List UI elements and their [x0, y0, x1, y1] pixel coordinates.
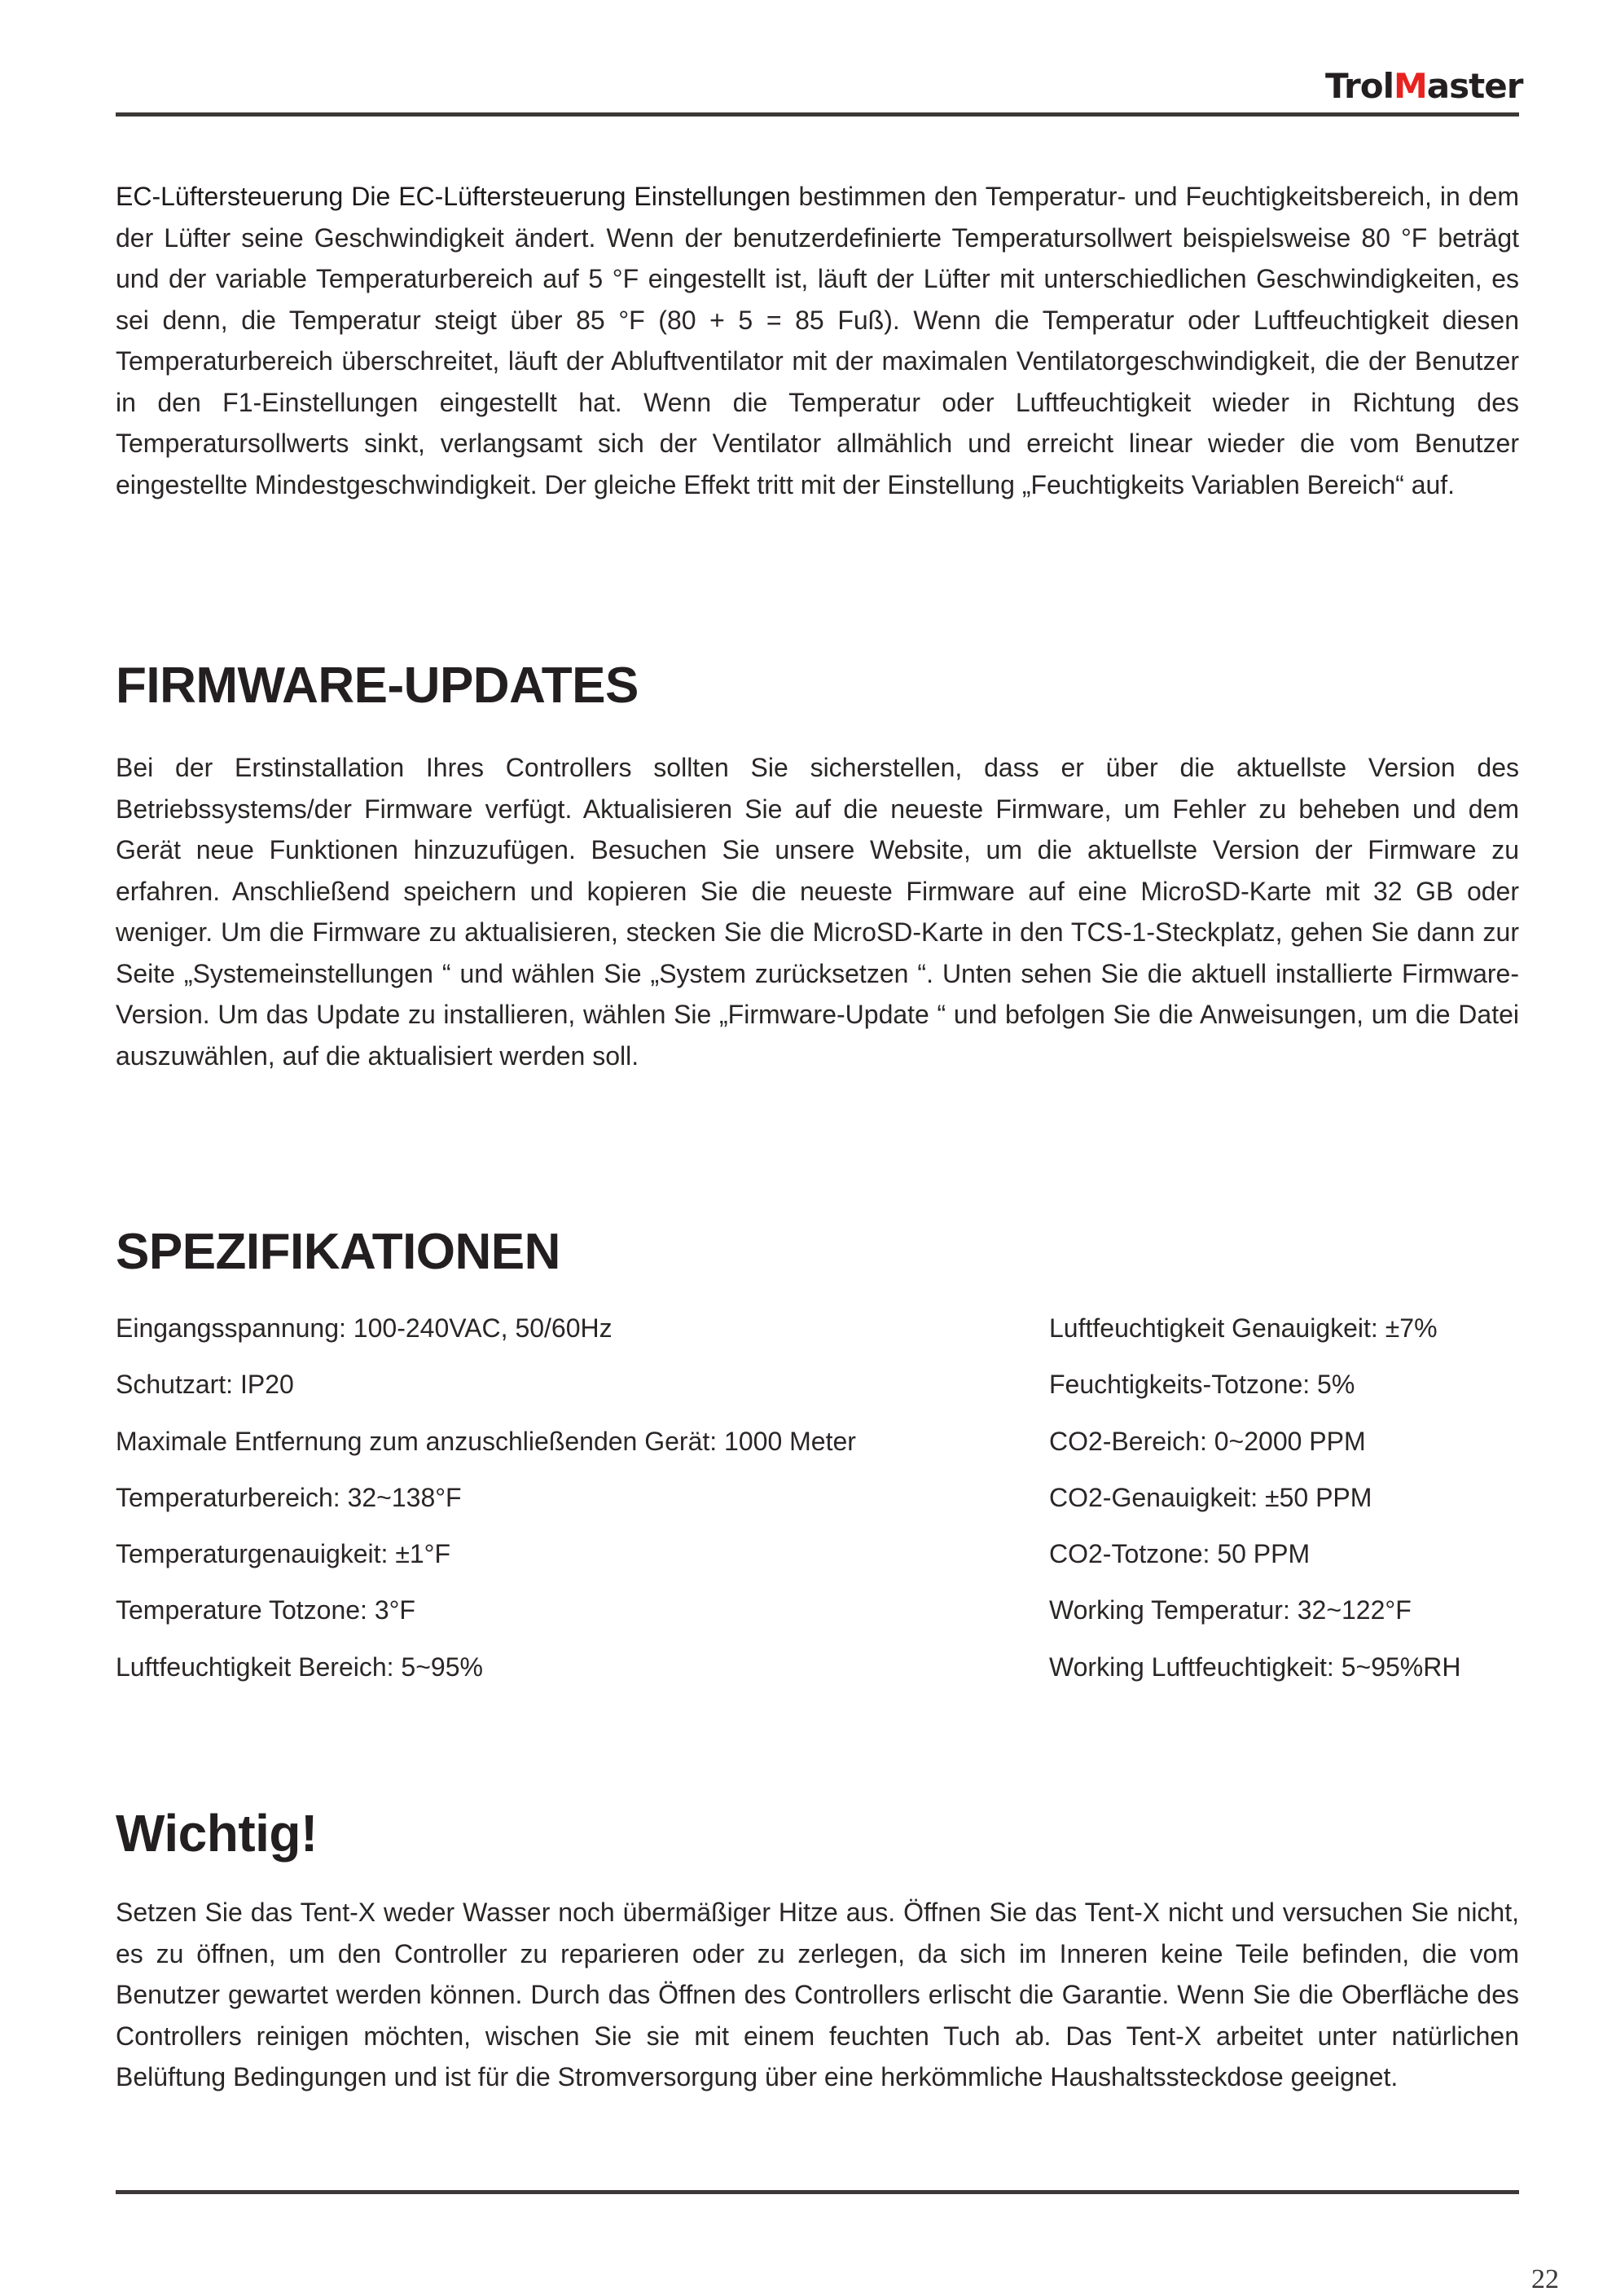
spec-item: Luftfeuchtigkeit Genauigkeit: ±7%	[1049, 1313, 1438, 1343]
specs-heading: SPEZIFIKATIONEN	[116, 1224, 560, 1280]
spec-item: Feuchtigkeits-Totzone: 5%	[1049, 1370, 1355, 1400]
spec-item: CO2-Totzone: 50 PPM	[1049, 1539, 1311, 1569]
spec-item: CO2-Bereich: 0~2000 PPM	[1049, 1426, 1366, 1456]
important-paragraph: Setzen Sie das Tent-X weder Wasser noch übermäßiger Hitze aus. Öffnen Sie das Tent-X nicht und versuchen Sie nicht, es zu öffnen, um den Controller zu reparieren oder zu zerlegen, da sich im Inneren keine Teile befinden, die vom Benutzer gewartet werden können. Durch das Öffnen des Controllers erlischt die Garantie. Wenn Sie die Oberfläche des Controllers reinigen möchten, wischen Sie sie mit einem feuchten Tuch ab. Das Tent-X arbeitet unter natürlichen Belüftung Bedingungen und ist für die Stromversorgung über eine herkömmliche Haushaltssteckdose geeignet.	[116, 1898, 1519, 2091]
logo-text-aster: aster	[1426, 66, 1523, 106]
spec-item: Temperature Totzone: 3°F	[116, 1595, 415, 1625]
firmware-paragraph: Bei der Erstinstallation Ihres Controllers sollten Sie sicherstellen, dass er über die aktuellste Version des Betriebssystems/der Firmware verfügt. Aktualisieren Sie auf die neueste Firmware, um Fehler zu beheben und dem Gerät neue Funktionen hinzuzufügen. Besuchen Sie unsere Website, um die aktuellste Version der Firmware zu erfahren. Anschließend speichern und kopieren Sie die neueste Firmware auf eine MicroSD-Karte mit 32 GB oder weniger. Um die Firmware zu aktualisieren, stecken Sie die MicroSD-Karte in den TCS-1-Steckplatz, gehen Sie dann zur Seite „Systemeinstellungen “ und wählen Sie „System zurücksetzen “. Unten sehen Sie die aktuell installierte Firmware-Version. Um das Update zu installieren, wählen Sie „Firmware-Update “ und befolgen Sie die Anweisungen, um die Datei auszuwählen, auf die aktualisiert werden soll.	[116, 753, 1519, 1071]
spec-item: Eingangsspannung: 100-240VAC, 50/60Hz	[116, 1313, 613, 1343]
spec-item: Working Luftfeuchtigkeit: 5~95%RH	[1049, 1652, 1461, 1682]
intro-lead: EC-Lüftersteuerung Die EC-Lüftersteuerung Einstellungen	[116, 182, 791, 211]
logo-text-trol: Trol	[1325, 66, 1394, 106]
footer-divider	[116, 2190, 1519, 2194]
specs-list-right	[1049, 1312, 1522, 1707]
spec-item: Temperaturbereich: 32~138°F	[116, 1482, 462, 1512]
trolmaster-logo	[1325, 65, 1521, 108]
specs-list-left	[116, 1312, 930, 1707]
spec-item: Working Temperatur: 32~122°F	[1049, 1595, 1412, 1625]
important-heading: Wichtig!	[116, 1804, 318, 1863]
spec-item: Temperaturgenauigkeit: ±1°F	[116, 1539, 451, 1569]
intro-text: bestimmen den Temperatur- und Feuchtigkeitsbereich, in dem der Lüfter seine Geschwindigkeit ändert. Wenn der benutzerdefinierte Temperatursollwert beispielsweise 80 °F beträgt und der variable Temperaturbereich auf 5 °F eingestellt ist, läuft der Lüfter mit unterschiedlichen Geschwindigkeiten, es sei denn, die Temperatur steigt über 85 °F (80 + 5 = 85 Fuß). Wenn die Temperatur oder Luftfeuchtigkeit diesen Temperaturbereich überschreitet, läuft der Abluftventilator mit der maximalen Ventilatorgeschwindigkeit, die der Benutzer in den F1-Einstellungen eingestellt hat. Wenn die Temperatur oder Luftfeuchtigkeit wieder in Richtung des Temperatursollwerts sinkt, verlangsamt sich der Ventilator allmählich und erreicht linear wieder die vom Benutzer eingestellte Mindestgeschwindigkeit. Der gleiche Effekt tritt mit der Einstellung „Feuchtigkeits Variablen Bereich“ auf.	[116, 182, 1520, 499]
logo-text-m: M	[1394, 66, 1427, 106]
spec-item: CO2-Genauigkeit: ±50 PPM	[1049, 1482, 1372, 1512]
spec-item: Luftfeuchtigkeit Bereich: 5~95%	[116, 1652, 483, 1682]
spec-item: Maximale Entfernung zum anzuschließenden Gerät: 1000 Meter	[116, 1426, 856, 1456]
firmware-heading: FIRMWARE-UPDATES	[116, 658, 639, 714]
header-divider	[116, 112, 1519, 117]
intro-paragraph	[116, 176, 1519, 505]
spec-item: Schutzart: IP20	[116, 1370, 294, 1400]
page-number: 22	[1531, 2264, 1559, 2294]
